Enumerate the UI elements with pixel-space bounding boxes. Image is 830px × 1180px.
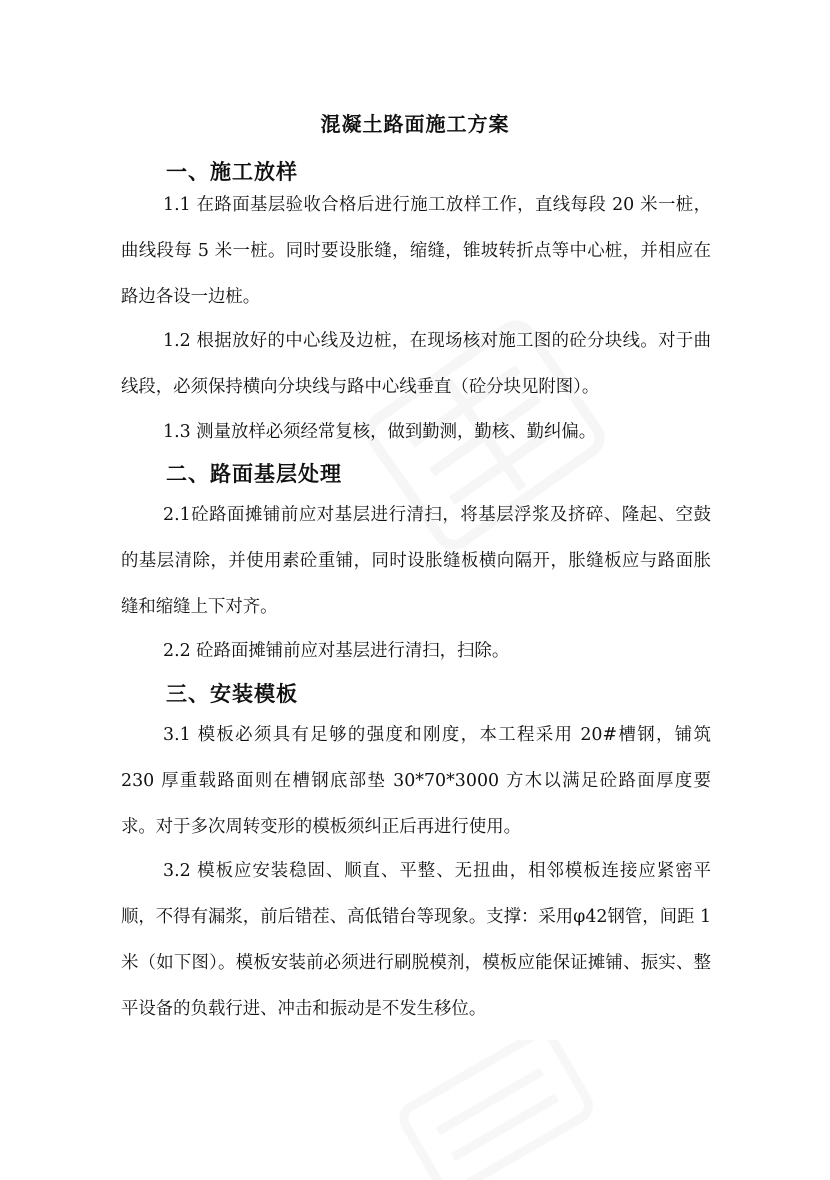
section-heading-2: 二、路面基层处理 xyxy=(166,461,342,486)
page-title: 混凝土路面施工方案 xyxy=(320,112,510,136)
paragraph-3-1: 3.1 模板必须具有足够的强度和刚度，本工程采用 20#槽钢，铺筑 230 厚重载路面则在槽钢底部垫 30*70*3000 方木以满足砼路面厚度要求。对于多次周转变形的模板须纠正后再进行使用。 xyxy=(121,725,711,837)
paragraph-3-2: 3.2 模板应安装稳固、顺直、平整、无扭曲，相邻模板连接应紧密平顺，不得有漏浆，前后错茬、高低错台等现象。支撑：采用φ42钢管，间距 1 米（如下图）。模板安装前必须进行刷脱模剂，模板应能保证摊铺、振实、整平设备的负载行进、冲击和振动是不发生移位。 xyxy=(121,861,712,1019)
paragraph-1-2: 1.2 根据放好的中心线及边桩，在现场核对施工图的砼分块线。对于曲线段，必须保持横向分块线与路中心线垂直（砼分块见附图）。 xyxy=(121,331,711,397)
section-heading-3: 三、安装模板 xyxy=(166,681,298,706)
paragraph-2-2: 2.2 砼路面摊铺前应对基层进行清扫，扫除。 xyxy=(163,641,510,661)
section-heading-1: 一、施工放样 xyxy=(166,159,298,184)
watermark-stamp-icon xyxy=(380,1040,610,1180)
paragraph-2-1: 2.1砼路面摊铺前应对基层进行清扫，将基层浮浆及挤碎、隆起、空鼓的基层清除，并使用素砼重铺，同时设胀缝板横向隔开，胀缝板应与路面胀缝和缩缝上下对齐。 xyxy=(121,505,711,617)
paragraph-1-1: 1.1 在路面基层验收合格后进行施工放样工作，直线每段 20 米一桩，曲线段每 5 米一桩。同时要设胀缝，缩缝，锥坡转折点等中心桩，并相应在路边各设一边桩。 xyxy=(121,195,711,307)
paragraph-1-3: 1.3 测量放样必须经常复核，做到勤测，勤核、勤纠偏。 xyxy=(163,422,597,442)
